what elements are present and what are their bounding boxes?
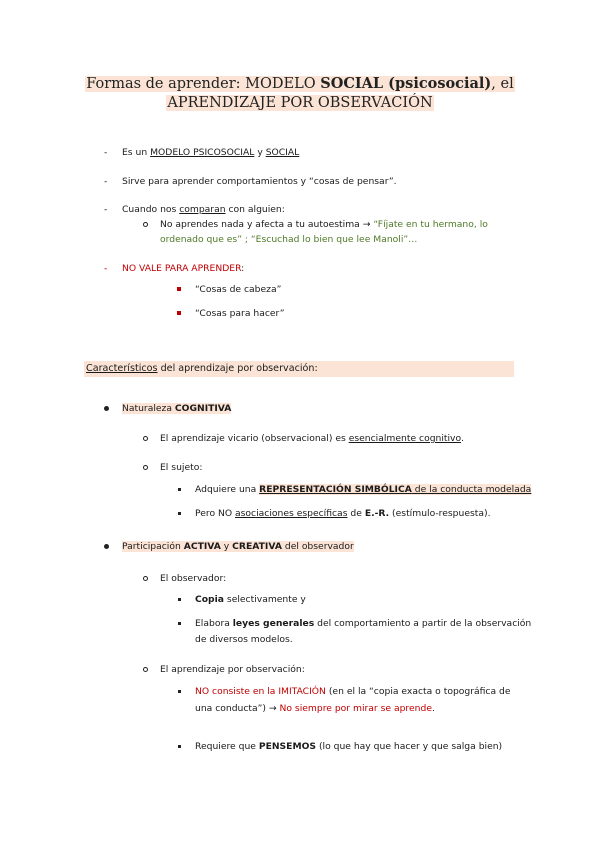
dash-bullet: - xyxy=(104,263,108,274)
dash-bullet: - xyxy=(104,204,108,215)
circle-bullet xyxy=(143,465,148,470)
title-text: Formas de aprender: MODELO xyxy=(86,76,321,92)
part-item-leyes: Elabora leyes generales del comportamiento a partir de la observación xyxy=(195,618,532,629)
nat-heading: Naturaleza COGNITIVA xyxy=(122,403,232,414)
part-sub-observador: El observador: xyxy=(160,573,227,584)
circle-bullet xyxy=(143,222,148,227)
page-title xyxy=(80,74,520,113)
square-bullet xyxy=(178,745,181,748)
nat-item-asociaciones: Pero NO asociaciones específicas de E.-R. (estímulo-respuesta). xyxy=(195,508,491,519)
square-bullet xyxy=(178,512,181,515)
part-item-imitacion-cont: una conducta”) → No siempre por mirar se aprende. xyxy=(195,703,435,714)
square-bullet xyxy=(178,598,181,601)
list-item: “Cosas de cabeza” xyxy=(195,284,282,295)
list-item: “Cosas para hacer” xyxy=(195,308,285,319)
nat-item-representacion: Adquiere una REPRESENTACIÓN SIMBÓLICA de la conducta modelada xyxy=(195,484,532,495)
title-text-end: , el xyxy=(491,76,514,92)
circle-bullet xyxy=(143,576,148,581)
part-item-imitacion: NO consiste en la IMITACIÓN (en el la “copia exacta o topográfica de xyxy=(195,686,511,697)
dash-item-model: Es un MODELO PSICOSOCIAL y SOCIAL xyxy=(122,147,300,158)
part-sub-aprendizaje: El aprendizaje por observación: xyxy=(160,664,305,675)
part-heading: Participación ACTIVA y CREATIVA del observador xyxy=(122,541,354,552)
title-bold: SOCIAL (psicosocial) xyxy=(320,75,492,92)
dash-item-no-vale: NO VALE PARA APRENDER: xyxy=(122,263,245,274)
part-item-leyes-cont: de diversos modelos. xyxy=(195,634,293,645)
dash-bullet: - xyxy=(104,147,108,158)
dash-item-sirve: Sirve para aprender comportamientos y “cosas de pensar”. xyxy=(122,176,397,187)
bullet-dot xyxy=(104,406,109,411)
nat-sub-vicario: El aprendizaje vicario (observacional) es esencialmente cognitivo. xyxy=(160,433,464,444)
title-line2: APRENDIZAJE POR OBSERVACIÓN xyxy=(167,95,433,111)
circle-bullet xyxy=(143,667,148,672)
part-item-pensemos: Requiere que PENSEMOS (lo que hay que hacer y que salga bien) xyxy=(195,741,503,752)
sub-item-autoestima: No aprendes nada y afecta a tu autoestima → “Fíjate en tu hermano, lo xyxy=(160,219,488,230)
dash-bullet: - xyxy=(104,176,108,187)
square-bullet xyxy=(178,690,181,693)
square-bullet xyxy=(178,622,181,625)
part-item-copia: Copia selectivamente y xyxy=(195,594,306,605)
dash-item-comparan: Cuando nos comparan con alguien: xyxy=(122,204,285,215)
square-bullet xyxy=(178,488,181,491)
circle-bullet xyxy=(143,436,148,441)
sub-item-autoestima-cont: ordenado que es” ; “Escuchad lo bien que lee Manoli”… xyxy=(160,234,418,245)
square-bullet xyxy=(177,287,181,291)
section-heading: Característicos del aprendizaje por observación: xyxy=(86,363,318,374)
nat-sub-sujeto: El sujeto: xyxy=(160,462,203,473)
bullet-dot xyxy=(104,544,109,549)
square-bullet xyxy=(177,311,181,315)
